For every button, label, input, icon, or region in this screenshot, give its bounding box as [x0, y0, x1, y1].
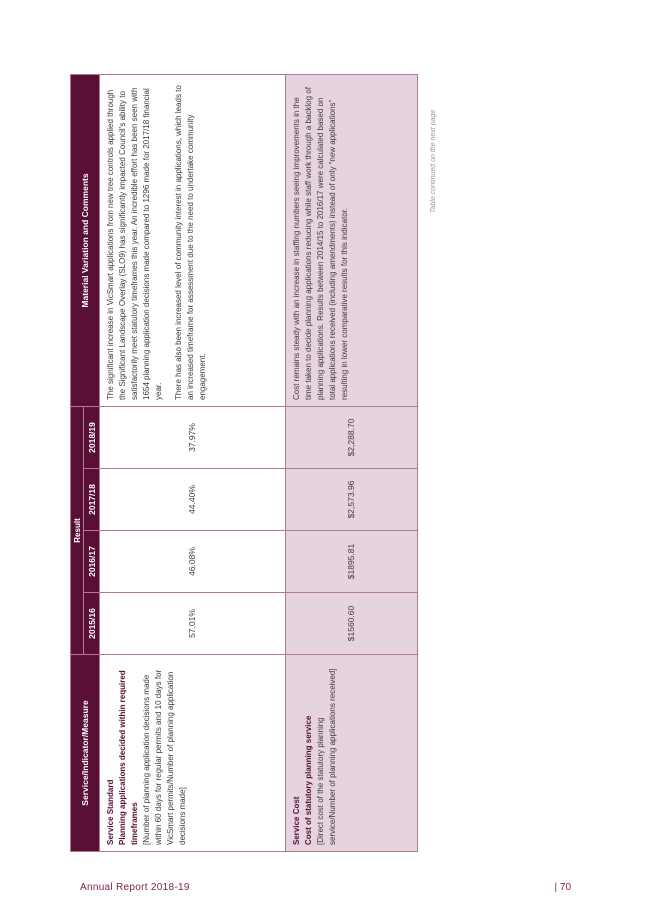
measure-description: [Number of planning application decisions made within 60 days for regular permits and 10 days for VicSmart permits/Number of planning application decisions made] [142, 669, 187, 845]
header-year-2015-16: 2015/16 [84, 593, 100, 655]
value-cell: 57.01% [100, 593, 286, 655]
measure-description: [Direct cost of the statutory planning service/Number of planning applications received] [316, 668, 337, 845]
measure-cell [100, 655, 286, 852]
header-year-2017-18: 2017/18 [84, 469, 100, 531]
measure-title: Planning applications decided within required timeframes [118, 670, 139, 845]
comment-cell [100, 74, 286, 406]
comment-paragraph: The significant increase in VicSmart applications from new tree controls applied through the Significant Landscape Overlay (SLO9) has significantly impacted Council’s ability to satisfactorily meet statutory timeframes this year. An incredible effort has been seen with 1654 planning application decisions made compared to 1296 made for 2017/18 financial year. [106, 87, 163, 400]
value-cell: 46.08% [100, 531, 286, 593]
value-cell: $2,288.70 [286, 406, 418, 468]
continued-note-container [430, 109, 440, 223]
continued-note: Table continued on the next page [430, 109, 437, 213]
value-cell: $1895.81 [286, 531, 418, 593]
value-cell: $2,573.96 [286, 469, 418, 531]
header-measure: Service/Indicator/Measure [71, 655, 100, 852]
header-comments: Material Variation and Comments [71, 74, 100, 406]
header-year-2018-19: 2018/19 [84, 406, 100, 468]
rotated-table-container [70, 75, 418, 852]
value-cell: 37.97% [100, 406, 286, 468]
measure-title: Cost of statutory planning service [304, 715, 313, 845]
footer-report-title: Annual Report 2018-19 [80, 882, 190, 893]
comment-paragraph: Cost remains steady with an increase in staffing numbers seeing improvements in the time taken to decide planning applications reducing while staff work through a backlog of planning applications. Results between 2014/15 to 2016/17 were calculated based on total applications received (including amendments) instead of only “new applications” resulting in lower comparative results for this indicator. [292, 87, 349, 400]
value-cell: 44.40% [100, 469, 286, 531]
table-row [286, 74, 418, 851]
header-result: Result [71, 406, 84, 654]
measure-category: Service Standard [106, 779, 115, 845]
comment-paragraph: There has also been increased level of community interest in applications, which leads to an increased timeframe for assessment due to the need to undertake community engagement. [174, 85, 207, 400]
performance-table [70, 74, 418, 852]
header-year-2016-17: 2016/17 [84, 531, 100, 593]
measure-category: Service Cost [292, 796, 301, 845]
value-cell: $1560.60 [286, 593, 418, 655]
footer-page-number: | 70 [554, 882, 571, 893]
table-row [100, 74, 286, 851]
measure-cell [286, 655, 418, 852]
comment-cell [286, 74, 418, 406]
